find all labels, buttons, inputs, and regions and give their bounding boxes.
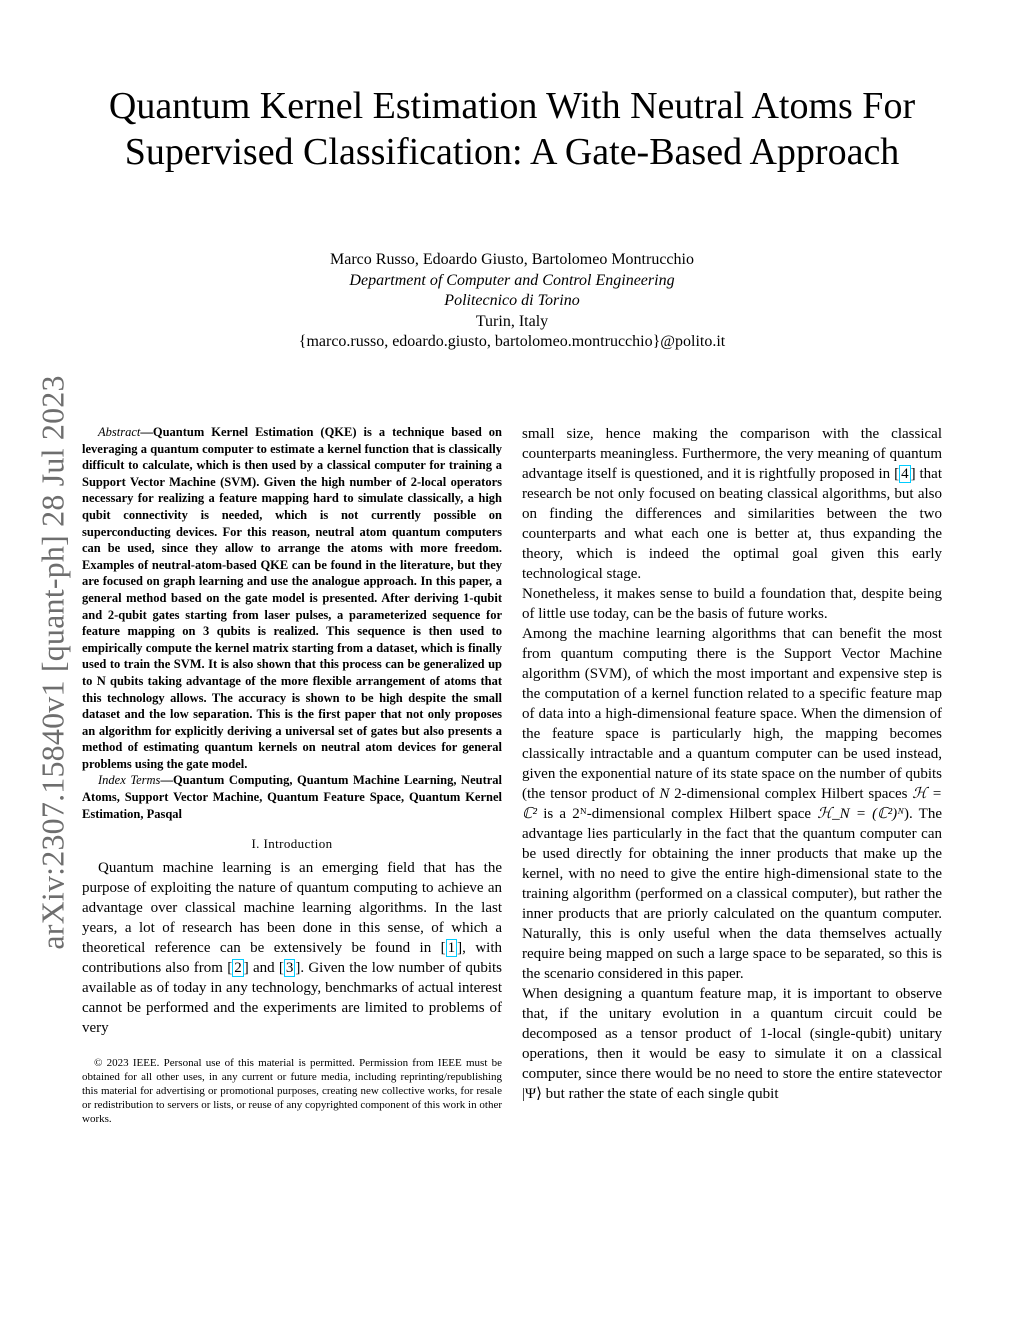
abstract [82, 424, 502, 772]
author-block [212, 250, 812, 353]
author-institution: Politecnico di Torino [444, 292, 580, 309]
intro-text-c: and [248, 960, 279, 977]
right-paragraph-4 [522, 984, 942, 1104]
right-column [522, 424, 942, 1104]
right-paragraph-2: Nonetheless, it makes sense to build a foundation that, despite being of little use today, can be the basis of future works. [522, 586, 942, 622]
copyright-footnote: © 2023 IEEE. Personal use of this material is permitted. Permission from IEEE must be obtained for all other uses, in any current or future media, including reprinting/republishing this material for advertising or promotional purposes, creating new collective works, for resale or redistribution to servers or lists, or reuse of any copyrighted component of this work in other works. [82, 1057, 502, 1126]
intro-text-a: Quantum machine learning is an emerging field that has the purpose of exploiting the nature of quantum computing to achieve an advantage over classical machine learning algorithms. In the last years, a lot of research has been done in this sense, of which a theoretical reference can be extensively be found in [82, 860, 502, 957]
math-hilbert-space-n: ℋ_N = (ℂ²)ᴺ [817, 806, 904, 822]
section-heading-introduction: I. Introduction [251, 836, 333, 852]
intro-paragraph: Quantum machine learning is an emerging field that has the purpose of exploiting the nature of quantum computing to achieve an advantage over classical machine learning algorithms. In the last years, a lot of research has been done in this sense, of which a theoretical reference can be extensively be found in [ 1 ], with contributions also from [ 2 ] and [ 3 ]. Given the low number of qubits available as of today in any technology, benchmarks of actual interest cannot be performed and the experiments are limited to problems of very [82, 860, 502, 1037]
right-p1-text-b: that research be not only focused on beating classical algorithms, but also on finding the differences and similarities between the two counterparts and what each one is better at, thus expanding the theory, which is indeed the optimal goal given this early technological stage. [522, 466, 942, 582]
citation-link-3[interactable]: 3 [285, 960, 294, 977]
math-hilbert-space: ℋ = ℂ² [522, 786, 942, 822]
abstract-label: Abstract [98, 425, 141, 439]
index-terms-label: Index Terms [98, 773, 161, 788]
author-location: Turin, Italy [475, 312, 549, 330]
math-n: N [659, 786, 670, 802]
math-two-to-n: 2ᴺ [572, 806, 587, 822]
right-p3-text-c: is a [536, 806, 573, 822]
intro-text-b: , with contributions also from [82, 940, 502, 977]
author-emails: {marco.russo, edoardo.giusto, bartolomeo.montrucchio}@polito.it [298, 333, 726, 350]
right-paragraph-3 [522, 624, 942, 984]
arxiv-identifier-stamp [27, 352, 79, 972]
right-p4-text-a: When designing a quantum feature map, it is important to observe that, if the unitary evolution in a quantum circuit could be decomposed as a tensor product of 1-local (single-qubit) unitary operations, then it would be easy to simulate it on a classical computer, since there would be no need to store the entire statevector [522, 986, 942, 1082]
right-p3-text-a: Among the machine learning algorithms that can benefit the most from quantum computing there is the Support Vector Machine algorithm (SVM), of which the most important and expensive step is the computation of a kernel function related to a specific feature map of data into a high-dimensional feature space. When the dimension of the feature space is particularly high, the mapping becomes classically intractable and a quantum computer can be used instead, given the exponential nature of its state space on the number of qubits (the tensor product of [522, 626, 942, 802]
intro-text-d: . Given the low number of qubits available as of today in any technology, benchmarks of actual interest cannot be performed and the experiments are limited to problems of very [82, 960, 502, 1037]
abstract-text: —Quantum Kernel Estimation (QKE) is a technique based on leveraging a quantum computer to estimate a kernel function that is classically difficult to calculate, which is then used by a classical computer for training a Support Vector Machine (SVM). Given the high number of 2-local operators necessary for realizing a feature mapping hard to simulate classically, a high qubit connectivity is needed, which is not currently possible on superconducting devices. For this reason, neutral atom quantum computers can be used, since they allow to arrange the atoms with more freedom. Examples of neutral-atom-based QKE can be found in the literature, but they are focused on graph learning and use the analogue approach. In this paper, a general method based on the gate model is presented. After deriving 1-qubit and 2-qubit gates starting from laser pulses, a parameterized sequence for feature mapping on 3 qubits is realized. This sequence is then used to empirically compute the kernel matrix starting from a dataset, which is finally used to train the SVM. It is also shown that this process can be generalized up to N qubits taking advantage of the more flexible arrangement of atoms that this technology allows. The accuracy is shown to be high despite the small dataset and the low separation. This is the first paper that not only proposes an algorithm for explicitly deriving a universal set of gates but also presents a method of estimating quantum kernels on neutral atom devices for general problems using the gate model. [82, 425, 502, 771]
right-p3-text-b: 2-dimensional complex Hilbert spaces [669, 786, 913, 802]
citation-link-2[interactable]: 2 [234, 960, 242, 977]
author-names: Marco Russo, Edoardo Giusto, Bartolomeo Montrucchio [330, 251, 694, 268]
paper-title: Quantum Kernel Estimation With Neutral Atoms For Supervised Classification: A Gate-Based Approach [108, 85, 916, 173]
arxiv-stamp-text: arXiv:2307.15840v1 [quant-ph] 28 Jul 2023 [34, 374, 71, 950]
math-statevector: |Ψ⟩ [522, 1086, 542, 1102]
left-column [82, 424, 502, 1126]
citation-link-1[interactable]: 1 [447, 940, 456, 957]
index-terms [82, 772, 502, 822]
right-p3-text-e: ). The advantage lies particularly in the fact that the quantum computer can be used directly for obtaining the inner products that make up the kernel, with no need to give the entire high-dimensional state to the training algorithm (performed on a classical computer), but rather the inner products that are priorly calculated on the quantum computer. Naturally, this is only useful when the data themselves actually require being mapped on such a large space to be separated, so this is the scenario considered in this paper. [522, 806, 942, 982]
right-paragraph-1: small size, hence making the comparison with the classical counterparts meaningless. Furthermore, the very meaning of quantum advantage itself is questioned, and it is rightfully proposed in [ 4 ] that research be not only focused on beating classical algorithms, but also on finding the differences and similarities between the two counterparts and what each one is better at, thus expanding the theory, which is indeed the optimal goal given this early technological stage. [522, 426, 942, 582]
right-p4-text-b: but rather the state of each single qubit [541, 1086, 779, 1102]
right-p3-text-d: -dimensional complex Hilbert space [586, 806, 818, 822]
author-department: Department of Computer and Control Engineering [349, 271, 675, 289]
citation-link-4[interactable]: 4 [901, 466, 909, 482]
index-terms-text: —Quantum Computing, Quantum Machine Learning, Neutral Atoms, Support Vector Machine, Quantum Feature Space, Quantum Kernel Estimation, Pasqal [82, 773, 503, 821]
right-p1-text-a: small size, hence making the comparison with the classical counterparts meaningless. Furthermore, the very meaning of quantum advantage itself is questioned, and it is rightfully proposed in [522, 426, 942, 482]
